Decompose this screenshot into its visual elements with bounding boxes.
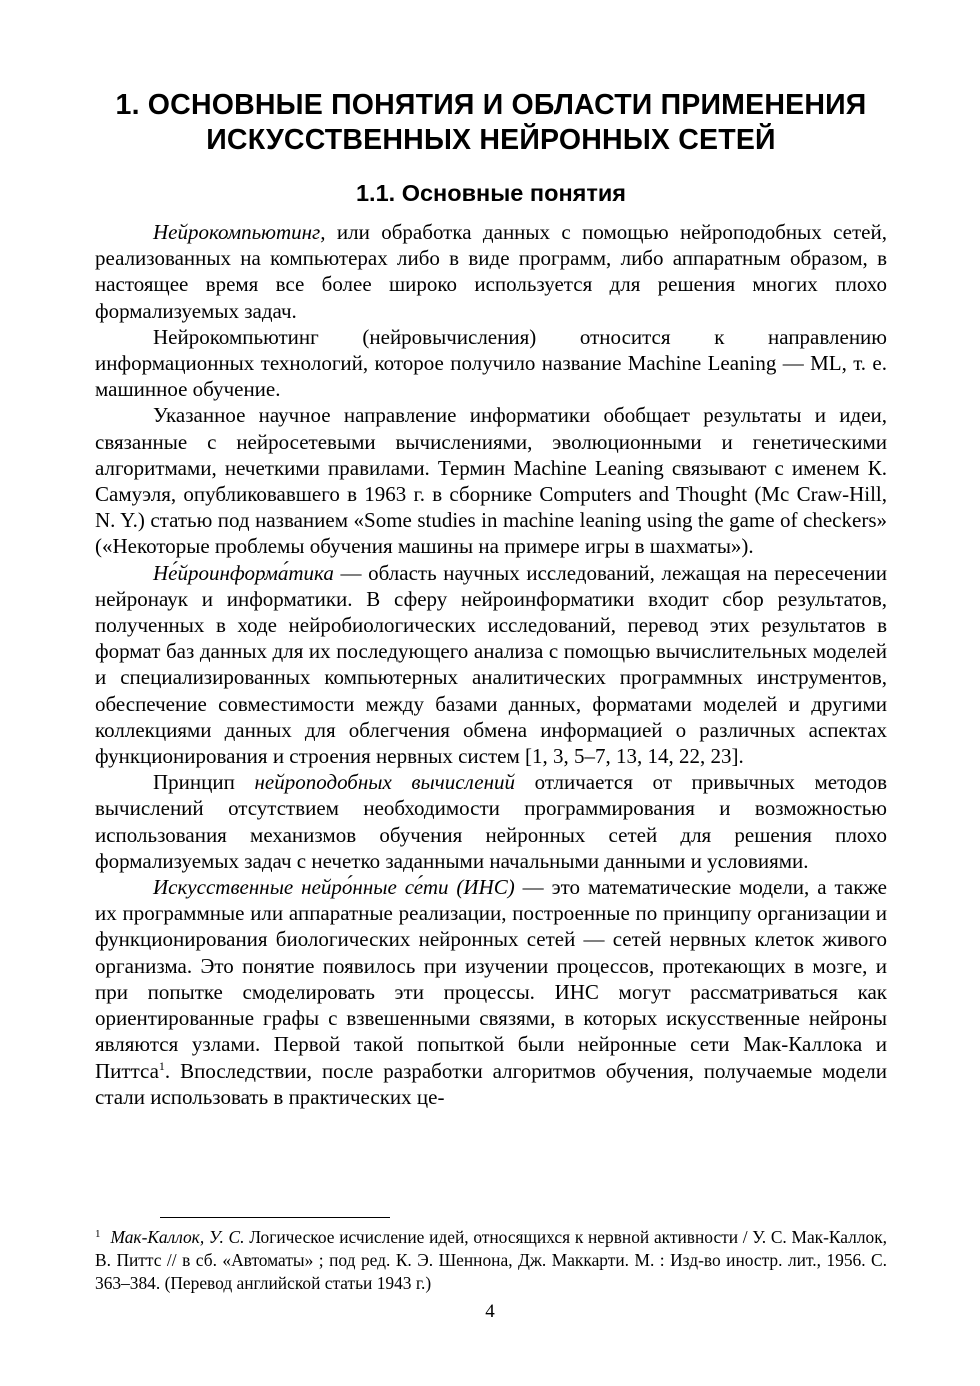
chapter-title-line-1: 1. ОСНОВНЫЕ ПОНЯТИЯ И ОБЛАСТИ ПРИМЕНЕНИЯ (115, 89, 867, 121)
footnote-separator (160, 1217, 390, 1218)
paragraph-3: Указанное научное направление информатики обобщает результаты и идеи, связанные с нейросетевыми вычислениями, эволюционными и генетическими алгоритмами, нечеткими правилами. Термин Machine Leaning связывают с именем К. Самуэля, опубликовавшего в 1963 г. в сборнике Computers and Thought (Mc Craw-Hill, N. Y.) статью под названием «Some studies in machine leaning using the game of checkers» («Некоторые проблемы обучения машины на примере игры в шахматы»). (95, 403, 887, 559)
footnote-author: Мак-Каллок, У. С. (110, 1227, 245, 1247)
page-number: 4 (485, 1301, 495, 1322)
term-neuroinformatics: Не́йроинформа́тика (153, 560, 334, 585)
paragraph-6: Искусственные нейро́нные се́ти (ИНС) — это математические модели, а также их программные или аппаратные реализации, построенные по принципу организации и функционирования биологических нейронных сетей — сетей нервных клеток живого организма. Это понятие появилось при изучении процессов, протекающих в мозге, и при попытке смоделировать эти процессы. ИНС могут рассматриваться как ориентированные графы с взвешенными связями, в которых искусственные нейроны являются узлами. Первой такой попыткой были нейронные сети Мак-Каллока и Питтса$^1$. Впоследствии, после разработки алгоритмов обучения, получаемые модели стали использовать в практических це- (95, 875, 887, 1109)
footnote-mark: 1 (95, 1228, 101, 1240)
page-content (95, 88, 887, 1110)
paragraph-1: Нейрокомпьютинг, или обработка данных с помощью нейроподобных сетей, реализованных на компьютерах либо в виде программ, либо аппаратным образом, в настоящее время все более широко используется для решения многих плохо формализуемых задач. (95, 220, 887, 323)
term-neuro-like-computing: нейроподобных вычислений (254, 770, 516, 795)
paragraph-4: Не́йроинформа́тика — область научных исследований, лежащая на пересечении нейронаук и информатики. В сферу нейроинформатики входит сбор результатов, полученных в ходе нейробиологических исследований, перевод этих результатов в формат баз данных для их последующего анализа с помощью вычислительных моделей и специализированных компьютерных аналитических программных инструментов, обеспечение совместимости между базами данных, форматами моделей и другими коллекциями данных для облегчения обмена информацией о различных аспектах функционирования и строения нервных систем [1, 3, 5–7, 13, 14, 22, 23]. (95, 560, 887, 769)
term-neurocomputing: Нейрокомпьютинг, (153, 220, 326, 244)
paragraph-2: Нейрокомпьютинг (нейровычисления) относится к направлению информационных технологий, которое получило название Machine Leaning — ML, т. е. машинное обучение. (95, 324, 887, 402)
chapter-title (95, 88, 887, 158)
term-ann: Искусственные нейро́нные се́ти (ИНС) (153, 875, 515, 900)
section-title: 1.1. Основные понятия (355, 180, 627, 206)
chapter-title-line-2: ИСКУССТВЕННЫХ НЕЙРОННЫХ СЕТЕЙ (206, 124, 776, 156)
footnote-reference[interactable]: 1 (158, 1058, 165, 1073)
body-text (95, 219, 887, 1110)
footnote-text: Логическое исчисление идей, относящихся к нервной активности / У. С. Мак-Каллок, В. Питтс // в сб. «Автоматы» ; под ред. К. Э. Шеннона, Дж. Маккарти. М. : Изд-во иностр. лит., 1956. С. 363–384. (Перевод английской статьи 1943 г.) (95, 1227, 887, 1293)
paragraph-5: Принцип нейроподобных вычислений отличается от привычных методов вычислений отсутствием необходимости программирования и возможностью использования механизмов обучения нейронных сетей для решения плохо формализуемых задач с нечетко заданными начальными данными и условиями. (95, 770, 888, 873)
footnote (95, 1226, 887, 1295)
